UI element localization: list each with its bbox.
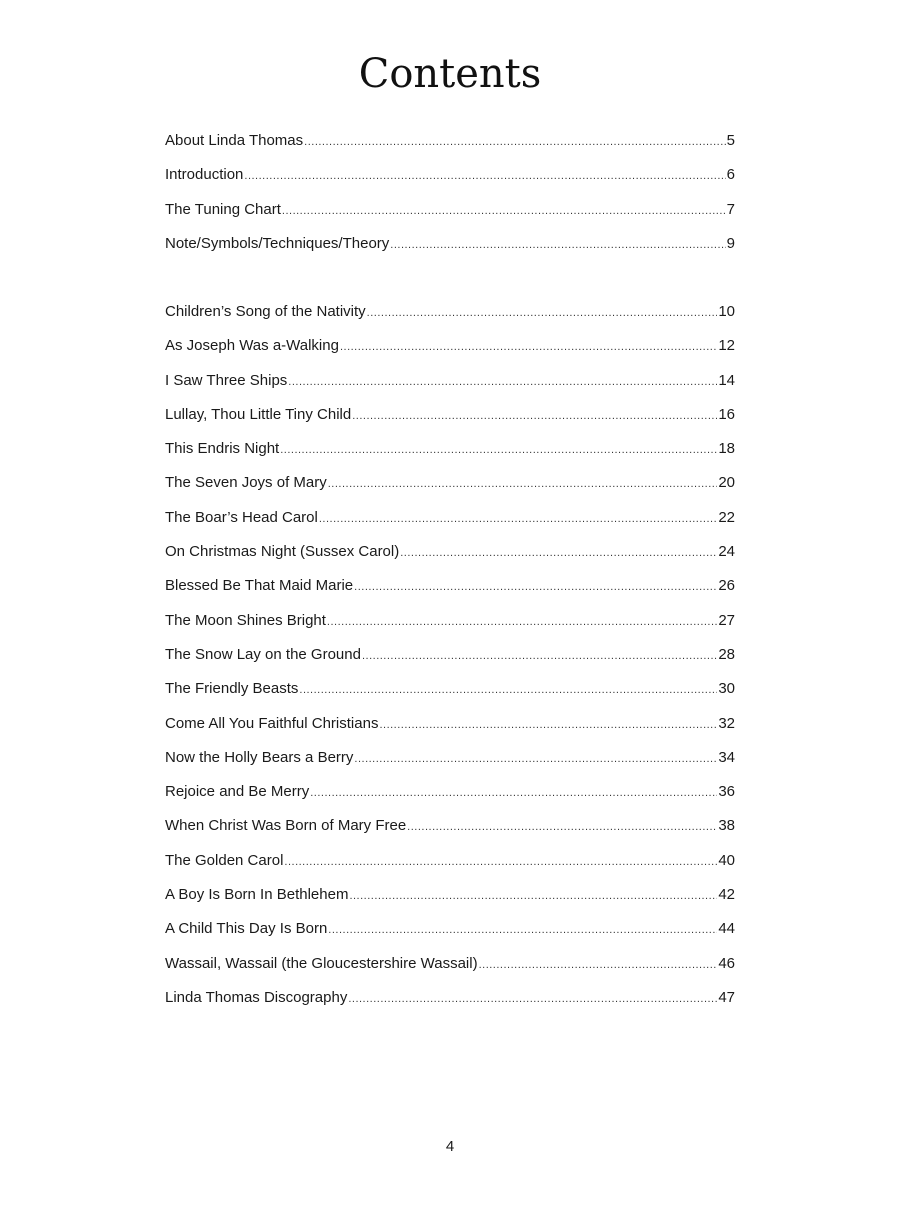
toc-entry-title: Come All You Faithful Christians [165, 714, 379, 732]
toc-songs [165, 297, 735, 1017]
toc-entry-page: 38 [718, 817, 735, 835]
dot-leader [280, 435, 717, 465]
toc-entry[interactable] [165, 640, 735, 674]
toc-entry[interactable] [165, 331, 735, 365]
toc-entry[interactable] [165, 434, 735, 468]
toc-entry-title: The Tuning Chart [165, 200, 281, 218]
dot-leader [362, 641, 717, 671]
toc-entry-page: 40 [718, 851, 735, 869]
toc-entry[interactable] [165, 366, 735, 400]
toc-entry[interactable] [165, 297, 735, 331]
toc-entry-page: 42 [718, 886, 735, 904]
dot-leader [479, 950, 718, 980]
toc-entry-title: The Snow Lay on the Ground [165, 645, 361, 663]
toc-entry-title: On Christmas Night (Sussex Carol) [165, 543, 400, 561]
toc-entry-title: Blessed Be That Maid Marie [165, 577, 354, 595]
dot-leader [299, 675, 717, 705]
toc-entry-page: 36 [718, 783, 735, 801]
toc-entry-page: 32 [718, 714, 735, 732]
dot-leader [390, 230, 725, 260]
toc-entry[interactable] [165, 914, 735, 948]
page-title: Contents [358, 51, 542, 97]
toc-entry-title: Now the Holly Bears a Berry [165, 748, 354, 766]
toc-entry[interactable] [165, 606, 735, 640]
toc-entry-title: Introduction [165, 166, 244, 184]
toc-entry-page: 30 [718, 680, 735, 698]
dot-leader [244, 161, 725, 191]
dot-leader [304, 127, 726, 157]
toc-entry-page: 7 [726, 200, 735, 218]
toc-entry-title: Lullay, Thou Little Tiny Child [165, 405, 352, 423]
toc-entry-page: 5 [726, 132, 735, 149]
toc-entry-title: A Boy Is Born In Bethlehem [165, 886, 349, 904]
toc-entry-page: 9 [726, 234, 735, 252]
toc-entry[interactable] [165, 777, 735, 811]
dot-leader [340, 332, 717, 362]
toc-entry[interactable] [165, 846, 735, 880]
toc-entry-title: As Joseph Was a-Walking [165, 337, 339, 355]
toc-entry-page: 16 [718, 405, 735, 423]
toc-entry[interactable] [165, 229, 735, 263]
toc-entry-page: 28 [718, 645, 735, 663]
toc-entry-title: The Seven Joys of Mary [165, 474, 327, 492]
toc-entry[interactable] [165, 400, 735, 434]
toc-entry-page: 6 [726, 166, 735, 184]
toc-entry-page: 47 [718, 988, 735, 1006]
dot-leader [352, 401, 717, 431]
toc-entry-title: Children’s Song of the Nativity [165, 303, 366, 320]
toc-entry-page: 14 [718, 371, 735, 389]
dot-leader [282, 196, 726, 226]
toc-entry[interactable] [165, 160, 735, 194]
toc-entry-title: The Friendly Beasts [165, 680, 299, 698]
toc-entry-title: The Boar’s Head Carol [165, 508, 318, 526]
toc-entry[interactable] [165, 126, 735, 160]
toc-entry-title: Note/Symbols/Techniques/Theory [165, 234, 390, 252]
toc-entry-page: 34 [718, 748, 735, 766]
toc-entry[interactable] [165, 571, 735, 605]
toc-entry[interactable] [165, 537, 735, 571]
toc-front-matter [165, 126, 735, 263]
toc-entry-title: Rejoice and Be Merry [165, 783, 310, 801]
toc-entry-title: The Golden Carol [165, 851, 284, 869]
dot-leader [407, 812, 717, 842]
dot-leader [319, 504, 717, 534]
toc-entry-title: I Saw Three Ships [165, 371, 288, 389]
toc-entry-page: 44 [718, 920, 735, 938]
dot-leader [367, 298, 718, 328]
toc-entry-title: A Child This Day Is Born [165, 920, 328, 938]
toc-entry-title: About Linda Thomas [165, 132, 304, 149]
toc-entry-title: Linda Thomas Discography [165, 988, 348, 1006]
dot-leader [288, 367, 717, 397]
dot-leader [379, 710, 717, 740]
toc-entry[interactable] [165, 468, 735, 502]
toc-entry[interactable] [165, 743, 735, 777]
toc-entry[interactable] [165, 880, 735, 914]
dot-leader [354, 572, 717, 602]
toc-entry-page: 46 [718, 954, 735, 972]
dot-leader [327, 607, 717, 637]
toc-entry-page: 24 [718, 543, 735, 561]
dot-leader [349, 881, 717, 911]
toc-entry[interactable] [165, 709, 735, 743]
toc-entry-page: 22 [718, 508, 735, 526]
dot-leader [354, 744, 717, 774]
dot-leader [348, 984, 717, 1014]
toc-entry[interactable] [165, 195, 735, 229]
toc-entry[interactable] [165, 983, 735, 1017]
toc-entry-page: 20 [718, 474, 735, 492]
toc-entry[interactable] [165, 811, 735, 845]
toc-entry[interactable] [165, 674, 735, 708]
dot-leader [328, 915, 717, 945]
toc-entry-title: This Endris Night [165, 440, 280, 458]
toc-entry-page: 27 [718, 611, 735, 629]
toc-entry-page: 12 [718, 337, 735, 355]
dot-leader [310, 778, 717, 808]
toc-entry-title: The Moon Shines Bright [165, 611, 326, 629]
dot-leader [284, 847, 717, 877]
toc-entry-page: 26 [718, 577, 735, 595]
toc-entry-title: Wassail, Wassail (the Gloucestershire Wassail) [165, 954, 478, 972]
toc-entry-page: 18 [718, 440, 735, 458]
toc-entry-title: When Christ Was Born of Mary Free [165, 817, 407, 835]
toc-entry[interactable] [165, 949, 735, 983]
page-number: 4 [445, 1138, 455, 1155]
toc-entry[interactable] [165, 503, 735, 537]
dot-leader [328, 469, 718, 499]
toc-entry-page: 10 [718, 303, 735, 320]
dot-leader [400, 538, 717, 568]
